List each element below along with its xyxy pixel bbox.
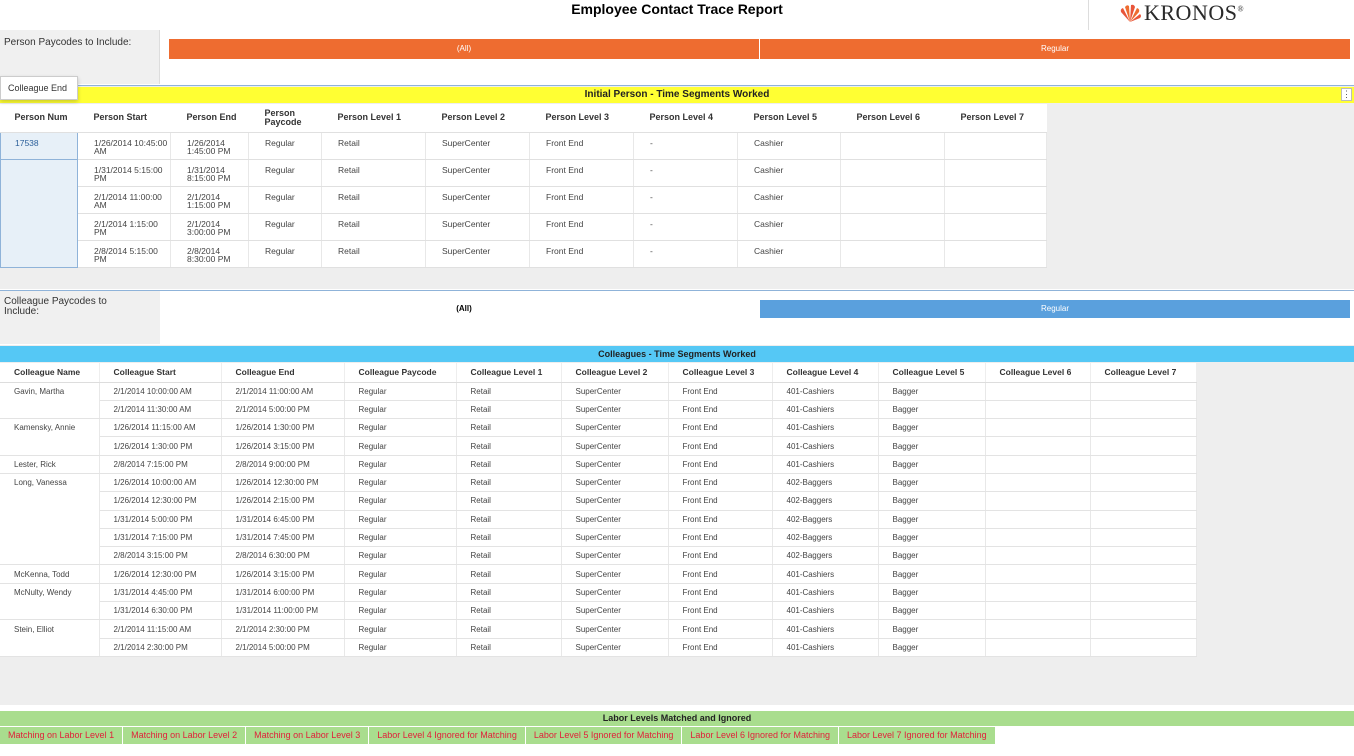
table-cell: 402-Baggers bbox=[772, 492, 878, 510]
table-cell: 1/26/2014 1:45:00 PM bbox=[171, 132, 249, 159]
table-cell: Retail bbox=[456, 437, 561, 455]
colleague-name-cell bbox=[0, 400, 99, 418]
column-header[interactable]: Person Level 2 bbox=[426, 104, 530, 132]
person-filter-label: Person Paycodes to Include: bbox=[4, 37, 132, 48]
colleague-name-cell bbox=[0, 492, 99, 510]
table-cell: Front End bbox=[530, 159, 634, 186]
table-cell: Front End bbox=[668, 620, 772, 638]
table-cell: 402-Baggers bbox=[772, 528, 878, 546]
person-filter-option-regular[interactable]: Regular bbox=[760, 39, 1350, 59]
table-cell: 1/26/2014 10:00:00 AM bbox=[99, 473, 221, 491]
table-cell: 2/1/2014 5:00:00 PM bbox=[221, 400, 344, 418]
labor-level-item[interactable]: Matching on Labor Level 3 bbox=[246, 727, 369, 744]
table-cell: Bagger bbox=[878, 419, 985, 437]
column-header[interactable]: Person Level 4 bbox=[634, 104, 738, 132]
table-cell: Front End bbox=[668, 455, 772, 473]
table-cell: Bagger bbox=[878, 382, 985, 400]
table-cell: Regular bbox=[344, 583, 456, 601]
colleagues-table-header-row bbox=[0, 363, 1196, 382]
table-cell: Bagger bbox=[878, 620, 985, 638]
table-cell bbox=[985, 602, 1090, 620]
table-row[interactable] bbox=[0, 602, 1196, 620]
person-num-cell-empty bbox=[1, 159, 78, 186]
table-cell: SuperCenter bbox=[561, 528, 668, 546]
table-cell bbox=[985, 455, 1090, 473]
table-cell bbox=[1090, 510, 1196, 528]
table-cell: 2/8/2014 7:15:00 PM bbox=[99, 455, 221, 473]
table-cell: 2/1/2014 1:15:00 PM bbox=[78, 213, 171, 240]
table-cell: SuperCenter bbox=[561, 437, 668, 455]
table-cell bbox=[841, 159, 945, 186]
table-cell: Front End bbox=[530, 132, 634, 159]
table-cell: 401-Cashiers bbox=[772, 419, 878, 437]
table-row[interactable] bbox=[0, 473, 1196, 491]
column-header[interactable]: Person End bbox=[171, 104, 249, 132]
table-cell bbox=[1090, 419, 1196, 437]
table-cell bbox=[1090, 473, 1196, 491]
table-cell: Regular bbox=[344, 528, 456, 546]
table-cell: Retail bbox=[322, 159, 426, 186]
table-cell: Retail bbox=[322, 186, 426, 213]
tooltip: Colleague End bbox=[0, 76, 78, 100]
labor-levels-title: Labor Levels Matched and Ignored bbox=[0, 711, 1354, 726]
column-header[interactable]: Person Num bbox=[1, 104, 78, 132]
colleagues-table-body bbox=[0, 382, 1196, 656]
table-row[interactable] bbox=[1, 132, 1047, 159]
table-cell: 401-Cashiers bbox=[772, 620, 878, 638]
table-cell bbox=[985, 400, 1090, 418]
table-cell: Front End bbox=[668, 528, 772, 546]
column-header[interactable]: Person Level 5 bbox=[738, 104, 841, 132]
colleague-name-cell bbox=[0, 602, 99, 620]
table-cell: 1/26/2014 10:45:00 AM bbox=[78, 132, 171, 159]
column-header[interactable]: Person Level 7 bbox=[945, 104, 1047, 132]
table-row[interactable] bbox=[1, 159, 1047, 186]
table-cell: Retail bbox=[456, 528, 561, 546]
table-cell: SuperCenter bbox=[561, 492, 668, 510]
table-cell: 1/26/2014 3:15:00 PM bbox=[221, 437, 344, 455]
table-cell: Regular bbox=[344, 510, 456, 528]
table-cell: Cashier bbox=[738, 240, 841, 267]
table-row[interactable] bbox=[0, 437, 1196, 455]
colleague-filter-label: Colleague Paycodes to Include: bbox=[4, 296, 107, 317]
table-cell: Front End bbox=[668, 583, 772, 601]
table-cell: SuperCenter bbox=[561, 583, 668, 601]
table-cell: 401-Cashiers bbox=[772, 437, 878, 455]
table-cell: Bagger bbox=[878, 565, 985, 583]
table-cell bbox=[985, 419, 1090, 437]
table-cell bbox=[985, 565, 1090, 583]
table-cell bbox=[985, 473, 1090, 491]
colleague-name-cell: Kamensky, Annie bbox=[0, 419, 99, 437]
column-header[interactable]: Colleague Level 4 bbox=[772, 363, 878, 382]
table-cell: 2/1/2014 10:00:00 AM bbox=[99, 382, 221, 400]
table-cell: Front End bbox=[668, 400, 772, 418]
table-cell: 1/26/2014 1:30:00 PM bbox=[99, 437, 221, 455]
column-header[interactable]: Colleague Name bbox=[0, 363, 99, 382]
table-cell: Retail bbox=[456, 492, 561, 510]
table-cell bbox=[985, 492, 1090, 510]
labor-level-item[interactable]: Matching on Labor Level 2 bbox=[123, 727, 246, 744]
colleague-name-cell: McNulty, Wendy bbox=[0, 583, 99, 601]
table-cell: 402-Baggers bbox=[772, 510, 878, 528]
table-cell bbox=[1090, 620, 1196, 638]
kronos-logo-icon bbox=[1118, 3, 1142, 23]
table-cell: SuperCenter bbox=[561, 565, 668, 583]
table-cell: - bbox=[634, 186, 738, 213]
table-cell bbox=[841, 132, 945, 159]
table-cell: Front End bbox=[668, 638, 772, 656]
table-cell: 401-Cashiers bbox=[772, 583, 878, 601]
table-cell: SuperCenter bbox=[561, 638, 668, 656]
table-row[interactable] bbox=[0, 382, 1196, 400]
table-cell: 2/1/2014 2:30:00 PM bbox=[221, 620, 344, 638]
table-cell: Regular bbox=[344, 455, 456, 473]
colleague-filter-option-all[interactable]: (All) bbox=[456, 304, 472, 313]
table-cell: Retail bbox=[456, 510, 561, 528]
column-header[interactable]: Colleague Level 6 bbox=[985, 363, 1090, 382]
colleague-name-cell bbox=[0, 528, 99, 546]
table-cell: 1/26/2014 12:30:00 PM bbox=[99, 492, 221, 510]
colleague-filter-option-regular[interactable]: Regular bbox=[760, 300, 1350, 318]
table-cell: 2/1/2014 11:30:00 AM bbox=[99, 400, 221, 418]
table-cell: 1/31/2014 5:15:00 PM bbox=[78, 159, 171, 186]
table-cell bbox=[1090, 602, 1196, 620]
table-cell: 1/31/2014 6:45:00 PM bbox=[221, 510, 344, 528]
table-row[interactable] bbox=[0, 547, 1196, 565]
table-row[interactable] bbox=[0, 510, 1196, 528]
header-divider bbox=[1088, 0, 1089, 30]
person-num-cell[interactable]: 17538 bbox=[1, 132, 78, 159]
table-cell: SuperCenter bbox=[561, 620, 668, 638]
table-cell: Front End bbox=[668, 419, 772, 437]
table-cell: Front End bbox=[668, 382, 772, 400]
labor-level-item[interactable]: Labor Level 4 Ignored for Matching bbox=[369, 727, 526, 744]
labor-level-item[interactable]: Labor Level 5 Ignored for Matching bbox=[526, 727, 683, 744]
table-cell: Front End bbox=[668, 602, 772, 620]
table-cell: - bbox=[634, 240, 738, 267]
table-cell: Front End bbox=[530, 213, 634, 240]
table-cell: Cashier bbox=[738, 132, 841, 159]
table-cell bbox=[1090, 492, 1196, 510]
table-cell bbox=[985, 547, 1090, 565]
table-cell: 401-Cashiers bbox=[772, 455, 878, 473]
table-cell: 2/8/2014 8:30:00 PM bbox=[171, 240, 249, 267]
table-cell: 402-Baggers bbox=[772, 547, 878, 565]
table-cell: Bagger bbox=[878, 528, 985, 546]
labor-level-item[interactable]: Matching on Labor Level 1 bbox=[0, 727, 123, 744]
table-cell bbox=[841, 213, 945, 240]
colleague-name-cell: Long, Vanessa bbox=[0, 473, 99, 491]
table-cell: 402-Baggers bbox=[772, 473, 878, 491]
column-header[interactable]: Colleague Level 7 bbox=[1090, 363, 1196, 382]
table-cell: Retail bbox=[322, 213, 426, 240]
colleague-name-cell: Gavin, Martha bbox=[0, 382, 99, 400]
table-cell: SuperCenter bbox=[561, 473, 668, 491]
table-row[interactable] bbox=[1, 213, 1047, 240]
table-cell bbox=[1090, 437, 1196, 455]
table-cell: SuperCenter bbox=[561, 547, 668, 565]
table-cell: Front End bbox=[530, 240, 634, 267]
labor-levels-row bbox=[0, 727, 996, 744]
table-cell bbox=[1090, 528, 1196, 546]
more-options-icon[interactable]: ⋮ bbox=[1342, 89, 1351, 99]
column-header[interactable]: Person Start bbox=[78, 104, 171, 132]
table-cell bbox=[1090, 455, 1196, 473]
table-cell bbox=[945, 213, 1047, 240]
table-cell: 2/1/2014 11:15:00 AM bbox=[99, 620, 221, 638]
table-cell bbox=[841, 240, 945, 267]
table-cell: Retail bbox=[456, 620, 561, 638]
column-header[interactable]: Colleague Paycode bbox=[344, 363, 456, 382]
table-cell: Regular bbox=[344, 620, 456, 638]
person-table-body bbox=[1, 132, 1047, 267]
table-cell: 1/31/2014 7:15:00 PM bbox=[99, 528, 221, 546]
table-row[interactable] bbox=[1, 240, 1047, 267]
table-cell: Retail bbox=[456, 455, 561, 473]
table-cell: Bagger bbox=[878, 400, 985, 418]
table-cell: Front End bbox=[530, 186, 634, 213]
table-cell bbox=[1090, 400, 1196, 418]
table-cell: SuperCenter bbox=[561, 382, 668, 400]
table-cell: Bagger bbox=[878, 455, 985, 473]
table-cell: 1/26/2014 12:30:00 PM bbox=[99, 565, 221, 583]
table-cell: Front End bbox=[668, 547, 772, 565]
table-cell: SuperCenter bbox=[426, 186, 530, 213]
colleagues-title: Colleagues - Time Segments Worked bbox=[0, 346, 1354, 362]
table-cell: Front End bbox=[668, 437, 772, 455]
labor-level-item[interactable]: Labor Level 7 Ignored for Matching bbox=[839, 727, 996, 744]
table-cell: 2/1/2014 3:00:00 PM bbox=[171, 213, 249, 240]
table-cell: 2/1/2014 2:30:00 PM bbox=[99, 638, 221, 656]
table-cell bbox=[985, 510, 1090, 528]
table-cell: - bbox=[634, 159, 738, 186]
table-cell: Retail bbox=[456, 565, 561, 583]
table-cell: 401-Cashiers bbox=[772, 638, 878, 656]
table-cell: - bbox=[634, 213, 738, 240]
table-cell: Bagger bbox=[878, 638, 985, 656]
table-cell: Bagger bbox=[878, 602, 985, 620]
initial-person-title: Initial Person - Time Segments Worked bbox=[0, 87, 1354, 103]
column-header[interactable]: Person Level 1 bbox=[322, 104, 426, 132]
table-row[interactable] bbox=[0, 492, 1196, 510]
table-cell bbox=[985, 528, 1090, 546]
table-cell: 1/31/2014 6:00:00 PM bbox=[221, 583, 344, 601]
table-cell: Bagger bbox=[878, 510, 985, 528]
table-cell: 401-Cashiers bbox=[772, 382, 878, 400]
table-cell: 2/1/2014 11:00:00 AM bbox=[221, 382, 344, 400]
person-table-header-row bbox=[1, 104, 1047, 132]
table-cell: Retail bbox=[456, 638, 561, 656]
table-cell: Retail bbox=[456, 602, 561, 620]
table-cell bbox=[945, 240, 1047, 267]
table-cell: - bbox=[634, 132, 738, 159]
table-cell: Front End bbox=[668, 473, 772, 491]
table-cell bbox=[985, 437, 1090, 455]
table-cell: 1/31/2014 4:45:00 PM bbox=[99, 583, 221, 601]
table-cell: Front End bbox=[668, 565, 772, 583]
table-cell: 1/31/2014 11:00:00 PM bbox=[221, 602, 344, 620]
table-row[interactable] bbox=[0, 400, 1196, 418]
table-row[interactable] bbox=[0, 638, 1196, 656]
table-row[interactable] bbox=[0, 583, 1196, 601]
table-cell: SuperCenter bbox=[561, 400, 668, 418]
table-cell: 401-Cashiers bbox=[772, 602, 878, 620]
column-header[interactable]: Colleague Level 1 bbox=[456, 363, 561, 382]
table-cell: 2/8/2014 5:15:00 PM bbox=[78, 240, 171, 267]
table-cell: Cashier bbox=[738, 186, 841, 213]
table-cell: Cashier bbox=[738, 159, 841, 186]
table-cell: Regular bbox=[249, 240, 322, 267]
table-cell: Front End bbox=[668, 492, 772, 510]
table-cell: Retail bbox=[456, 419, 561, 437]
report-title: Employee Contact Trace Report bbox=[571, 1, 783, 17]
table-cell: Front End bbox=[668, 510, 772, 528]
table-row[interactable] bbox=[0, 455, 1196, 473]
table-cell bbox=[985, 638, 1090, 656]
table-cell bbox=[985, 620, 1090, 638]
labor-level-item[interactable]: Labor Level 6 Ignored for Matching bbox=[682, 727, 839, 744]
divider bbox=[160, 290, 1354, 291]
table-cell bbox=[1090, 638, 1196, 656]
table-cell: 1/26/2014 12:30:00 PM bbox=[221, 473, 344, 491]
table-cell: 1/26/2014 11:15:00 AM bbox=[99, 419, 221, 437]
table-cell bbox=[1090, 565, 1196, 583]
table-cell: SuperCenter bbox=[426, 240, 530, 267]
colleague-name-cell bbox=[0, 547, 99, 565]
table-cell: 1/26/2014 1:30:00 PM bbox=[221, 419, 344, 437]
table-cell: Regular bbox=[344, 437, 456, 455]
table-cell: SuperCenter bbox=[426, 159, 530, 186]
table-cell: Bagger bbox=[878, 473, 985, 491]
table-cell: Bagger bbox=[878, 492, 985, 510]
kronos-logo-text: KRONOS® bbox=[1144, 0, 1245, 25]
column-header[interactable]: Person Level 3 bbox=[530, 104, 634, 132]
table-row[interactable] bbox=[0, 419, 1196, 437]
table-cell: Retail bbox=[322, 132, 426, 159]
table-cell: Retail bbox=[456, 583, 561, 601]
table-cell: SuperCenter bbox=[561, 510, 668, 528]
table-cell: 2/1/2014 11:00:00 AM bbox=[78, 186, 171, 213]
colleagues-table bbox=[0, 363, 1197, 657]
table-cell: 1/26/2014 3:15:00 PM bbox=[221, 565, 344, 583]
colleague-name-cell: Stein, Elliot bbox=[0, 620, 99, 638]
colleague-name-cell bbox=[0, 437, 99, 455]
table-cell bbox=[945, 159, 1047, 186]
column-header[interactable]: Person Level 6 bbox=[841, 104, 945, 132]
table-cell: Regular bbox=[344, 638, 456, 656]
table-cell: 1/31/2014 5:00:00 PM bbox=[99, 510, 221, 528]
column-header[interactable]: Colleague Level 2 bbox=[561, 363, 668, 382]
colleague-name-cell bbox=[0, 510, 99, 528]
table-cell bbox=[1090, 547, 1196, 565]
table-cell: SuperCenter bbox=[561, 602, 668, 620]
table-cell: Regular bbox=[344, 400, 456, 418]
table-cell: Bagger bbox=[878, 547, 985, 565]
table-cell: Regular bbox=[344, 565, 456, 583]
table-cell: Retail bbox=[456, 473, 561, 491]
table-cell: 1/31/2014 7:45:00 PM bbox=[221, 528, 344, 546]
table-cell: Regular bbox=[344, 419, 456, 437]
table-cell: Regular bbox=[249, 213, 322, 240]
table-cell: 2/8/2014 9:00:00 PM bbox=[221, 455, 344, 473]
table-cell: 401-Cashiers bbox=[772, 400, 878, 418]
table-row[interactable] bbox=[1, 186, 1047, 213]
table-cell: Regular bbox=[344, 492, 456, 510]
table-cell: 1/26/2014 2:15:00 PM bbox=[221, 492, 344, 510]
table-cell: 2/1/2014 1:15:00 PM bbox=[171, 186, 249, 213]
table-row[interactable] bbox=[0, 528, 1196, 546]
table-cell: Regular bbox=[344, 382, 456, 400]
table-cell: Retail bbox=[322, 240, 426, 267]
table-cell: SuperCenter bbox=[426, 132, 530, 159]
table-row[interactable] bbox=[0, 620, 1196, 638]
table-cell bbox=[945, 132, 1047, 159]
table-cell: SuperCenter bbox=[561, 419, 668, 437]
table-cell bbox=[1090, 583, 1196, 601]
table-cell: Retail bbox=[456, 382, 561, 400]
kronos-logo bbox=[1118, 0, 1318, 26]
table-row[interactable] bbox=[0, 565, 1196, 583]
table-cell: 2/8/2014 3:15:00 PM bbox=[99, 547, 221, 565]
table-cell: SuperCenter bbox=[561, 455, 668, 473]
table-cell: Regular bbox=[249, 132, 322, 159]
table-cell: 401-Cashiers bbox=[772, 565, 878, 583]
table-cell bbox=[945, 186, 1047, 213]
colleague-name-cell: Lester, Rick bbox=[0, 455, 99, 473]
colleague-name-cell bbox=[0, 638, 99, 656]
column-header[interactable]: Colleague End bbox=[221, 363, 344, 382]
person-filter-option-all[interactable]: (All) bbox=[169, 39, 759, 59]
column-header[interactable]: Colleague Start bbox=[99, 363, 221, 382]
table-cell: Regular bbox=[249, 159, 322, 186]
table-cell bbox=[985, 382, 1090, 400]
column-header[interactable]: Person Paycode bbox=[249, 104, 322, 132]
table-cell: Retail bbox=[456, 400, 561, 418]
colleague-name-cell: McKenna, Todd bbox=[0, 565, 99, 583]
table-cell: Regular bbox=[344, 547, 456, 565]
table-cell: Cashier bbox=[738, 213, 841, 240]
table-cell: 2/1/2014 5:00:00 PM bbox=[221, 638, 344, 656]
column-header[interactable]: Colleague Level 3 bbox=[668, 363, 772, 382]
person-num-cell-empty bbox=[1, 213, 78, 240]
table-cell: SuperCenter bbox=[426, 213, 530, 240]
initial-person-table bbox=[0, 104, 1047, 268]
table-cell bbox=[1090, 382, 1196, 400]
table-cell: Regular bbox=[344, 602, 456, 620]
table-cell bbox=[841, 186, 945, 213]
column-header[interactable]: Colleague Level 5 bbox=[878, 363, 985, 382]
table-cell: Bagger bbox=[878, 583, 985, 601]
table-cell: 1/31/2014 8:15:00 PM bbox=[171, 159, 249, 186]
table-cell: 1/31/2014 6:30:00 PM bbox=[99, 602, 221, 620]
person-num-cell-empty bbox=[1, 186, 78, 213]
table-cell: Regular bbox=[249, 186, 322, 213]
table-cell: Bagger bbox=[878, 437, 985, 455]
table-cell: Regular bbox=[344, 473, 456, 491]
table-cell bbox=[985, 583, 1090, 601]
table-cell: 2/8/2014 6:30:00 PM bbox=[221, 547, 344, 565]
table-cell: Retail bbox=[456, 547, 561, 565]
person-num-cell-empty bbox=[1, 240, 78, 267]
